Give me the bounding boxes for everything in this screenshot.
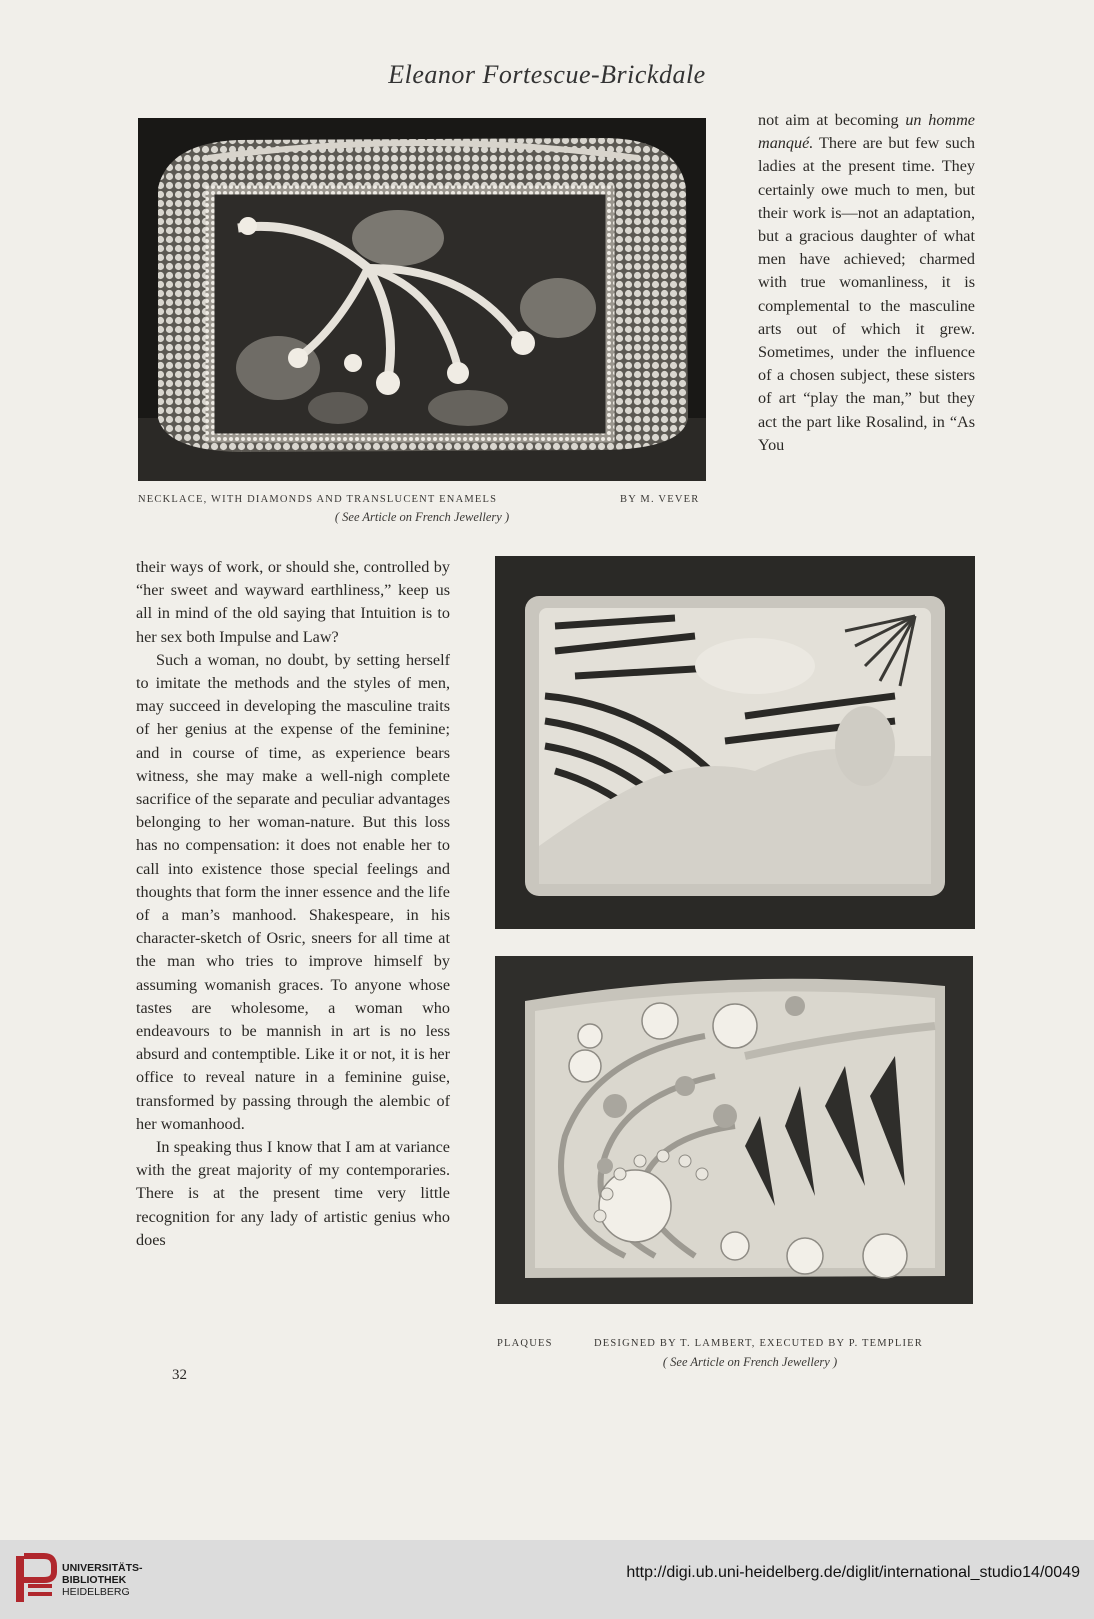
digital-library-footer: [0, 1540, 1094, 1619]
library-name-line-1: UNIVERSITÄTS-: [62, 1562, 143, 1574]
right-column-lead: not aim at becoming: [758, 111, 906, 129]
plaques-credit: DESIGNED BY T. LAMBERT, EXECUTED BY P. TEMPLIER: [594, 1338, 923, 1349]
right-column-italic: un homme manqué.: [758, 111, 975, 153]
library-name-line-3: HEIDELBERG: [62, 1586, 130, 1598]
left-column-text: [136, 556, 450, 1252]
necklace-reference: ( See Article on French Jewellery ): [334, 510, 510, 524]
plaque-spheres-photograph: [495, 956, 973, 1304]
library-name-line-2: BIBLIOTHEK: [62, 1574, 127, 1586]
necklace-photograph: [138, 118, 706, 481]
library-name: [62, 1562, 143, 1598]
source-url[interactable]: http://digi.ub.uni-heidelberg.de/diglit/international_studio14/0049: [626, 1564, 1080, 1581]
paragraph-3: In speaking thus I know that I am at variance with the great majority of my contemporaries. There is at the present time very little recognition for any lady of artistic genius who does: [136, 1138, 450, 1249]
university-library-logo: [14, 1550, 58, 1608]
plaques-caption: PLAQUES: [497, 1338, 553, 1349]
right-column-text: [758, 109, 975, 457]
paragraph-2: Such a woman, no doubt, by setting herself to imitate the methods and the styles of men, may succeed in developing the masculine traits of her genius at the expense of the feminine; and in course of time, as experience bears witness, she may make a well-nigh complete sacrifice of the separate and peculiar advantages belonging to her woman-nature. But this loss has no compensation: it does not enable her to call into existence those special feelings and thoughts that form the inner essence and the life of a man’s manhood. Shakespeare, in his character-sketch of Osric, sneers for all time at the man who tries to improve himself by assuming womanish graces. To anyone whose tastes are wholesome, a woman who endeavours to be mannish in art is no less absurd and contemptible. Like it or not, it is her office to reveal nature in a feminine guise, transformed by passing through the alembic of her womanhood.: [136, 650, 450, 1133]
running-head: Eleanor Fortescue-Brickdale: [388, 60, 706, 89]
necklace-caption: NECKLACE, WITH DIAMONDS AND TRANSLUCENT ENAMELS: [138, 494, 498, 505]
paragraph-1: their ways of work, or should she, controlled by “her sweet and wayward earthliness,” keep us all in mind of the old saying that Intuition is to her sex both Impulse and Law?: [136, 558, 450, 646]
plaques-reference: ( See Article on French Jewellery ): [662, 1355, 838, 1369]
page-number: 32: [172, 1367, 187, 1383]
plaque-landscape-photograph: [495, 556, 975, 929]
necklace-credit: BY M. VEVER: [620, 494, 700, 505]
right-column-rest: There are but few such ladies at the present time. They certainly owe much to men, but their work is—not an adaptation, but a gracious daughter of what men have achieved; charmed with true womanliness, it is complemental to the masculine arts out of which it grew. Sometimes, under the influence of a chosen subject, these sisters of art “play the man,” but they act the part like Rosalind, in “As You: [758, 134, 975, 454]
